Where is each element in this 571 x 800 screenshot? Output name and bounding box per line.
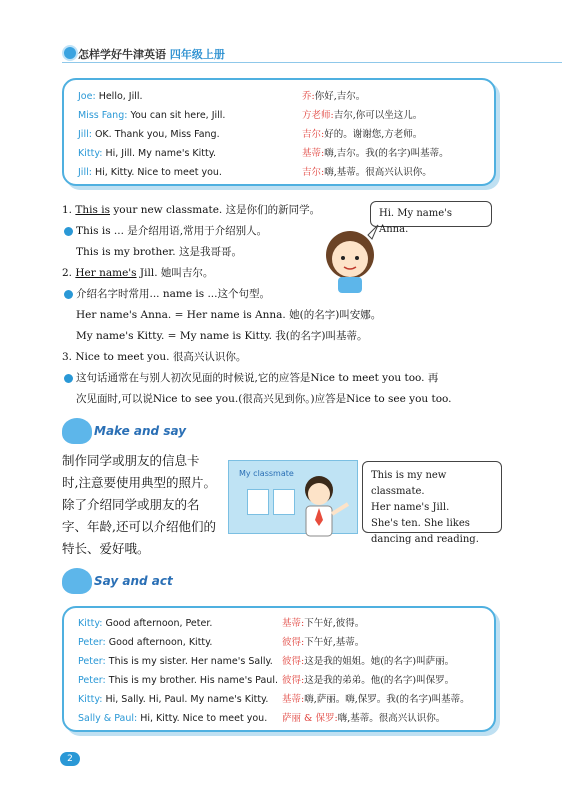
note-3-heading: 3. Nice to meet you. 很高兴认识你。 — [62, 351, 247, 363]
note-3-bullet-2: 次见面时,可以说Nice to see you.(很高兴见到你。)应答是Nice to see you too. — [76, 393, 452, 405]
note-3-bullet-1: 这句话通常在与别人初次见面的时候说,它的应答是Nice to meet you too. 再 — [62, 368, 452, 389]
bullet-icon — [64, 290, 73, 299]
note-1-heading: 1. This is your new classmate. 这是你们的新同学。 — [62, 204, 321, 216]
dialogue-line: Kitty: Good afternoon, Peter. — [78, 618, 213, 629]
say-and-act-heading: Say and act — [94, 574, 173, 588]
photo-card — [247, 489, 269, 515]
dialogue-1-english — [78, 87, 225, 182]
book-title: 怎样学好牛津英语 — [78, 48, 166, 61]
dialogue-cn-line: 基蒂:嗨,萨丽。嗨,保罗。我(的名字)叫基蒂。 — [282, 694, 470, 705]
dialogue-cn-line: 吉尔:嗨,基蒂。很高兴认识你。 — [302, 167, 432, 178]
dialogue-line: Kitty: Hi, Jill. My name's Kitty. — [78, 148, 217, 159]
board-label: My classmate — [239, 469, 294, 478]
dialogue-cn-line: 彼得:下午好,基蒂。 — [282, 637, 365, 648]
bullet-icon — [64, 374, 73, 383]
dialogue-cn-line: 基蒂:嗨,吉尔。我(的名字)叫基蒂。 — [302, 148, 449, 159]
dialogue-cn-line: 吉尔:好的。谢谢您,方老师。 — [302, 129, 423, 140]
book-subtitle: 四年级上册 — [169, 48, 225, 61]
dialogue-cn-line: 彼得:这是我的弟弟。他(的名字)叫保罗。 — [282, 675, 455, 686]
say-and-act-mascot-icon — [62, 568, 92, 594]
classmate-speech-bubble: This is my new classmate. Her name's Jill. She's ten. She likes dancing and reading. — [362, 461, 502, 533]
dialogue-line: Peter: This is my sister. Her name's Sally. — [78, 656, 273, 667]
dialogue-line: Jill: Hi, Kitty. Nice to meet you. — [78, 167, 222, 178]
dialogue-line: Joe: Hello, Jill. — [78, 91, 143, 102]
page-number: 2 — [60, 752, 80, 766]
dialogue-cn-line: 萨丽 & 保罗:嗨,基蒂。很高兴认识你。 — [282, 713, 446, 724]
dialogue-line: Jill: OK. Thank you, Miss Fang. — [78, 129, 220, 140]
dialogue-line: Peter: This is my brother. His name's Paul. — [78, 675, 278, 686]
dialogue-1-chinese — [302, 87, 449, 182]
girl-illustration — [310, 215, 390, 295]
dialogue-line: Kitty: Hi, Sally. Hi, Paul. My name's Kitty. — [78, 694, 269, 705]
note-1-example: This is my brother. 这是我哥哥。 — [76, 246, 242, 258]
dialogue-2-english — [78, 614, 278, 728]
bullet-icon — [64, 227, 73, 236]
dialogue-2-chinese — [282, 614, 470, 728]
note-2-example-2: My name's Kitty. = My name is Kitty. 我(的名字)叫基蒂。 — [76, 330, 368, 342]
make-and-say-paragraph: 制作同学或朋友的信息卡 时,注意要使用典型的照片。 除了介绍同学或朋友的名 字、年龄,还可以介绍他们的 特长、爱好哦。 — [62, 453, 216, 556]
dialogue-line: Miss Fang: You can sit here, Jill. — [78, 110, 226, 121]
header-logo-icon — [62, 45, 78, 61]
note-2-example-1: Her name's Anna. = Her name is Anna. 她(的名字)叫安娜。 — [76, 309, 382, 321]
dialogue-cn-line: 基蒂:下午好,彼得。 — [282, 618, 365, 629]
make-and-say-mascot-icon — [62, 418, 92, 444]
dialogue-line: Peter: Good afternoon, Kitty. — [78, 637, 213, 648]
note-2-bullet: 介绍名字时常用... name is ...这个句型。 — [62, 284, 452, 305]
header-divider — [62, 62, 562, 63]
anna-speech-bubble: Hi. My name's Anna. — [370, 201, 492, 227]
header-title — [78, 46, 225, 62]
dialogue-line: Sally & Paul: Hi, Kitty. Nice to meet you. — [78, 713, 268, 724]
dialogue-cn-line: 彼得:这是我的姐姐。她(的名字)叫萨丽。 — [282, 656, 455, 667]
note-1-bullet: This is ... 是介绍用语,常用于介绍别人。 — [62, 221, 452, 242]
boy-teacher-illustration — [284, 470, 354, 550]
note-2-heading: 2. Her name's Jill. 她叫吉尔。 — [62, 267, 214, 279]
make-and-say-heading: Make and say — [94, 424, 187, 438]
dialogue-cn-line: 方老师:吉尔,你可以坐这儿。 — [302, 110, 423, 121]
dialogue-cn-line: 乔:你好,吉尔。 — [302, 91, 366, 102]
